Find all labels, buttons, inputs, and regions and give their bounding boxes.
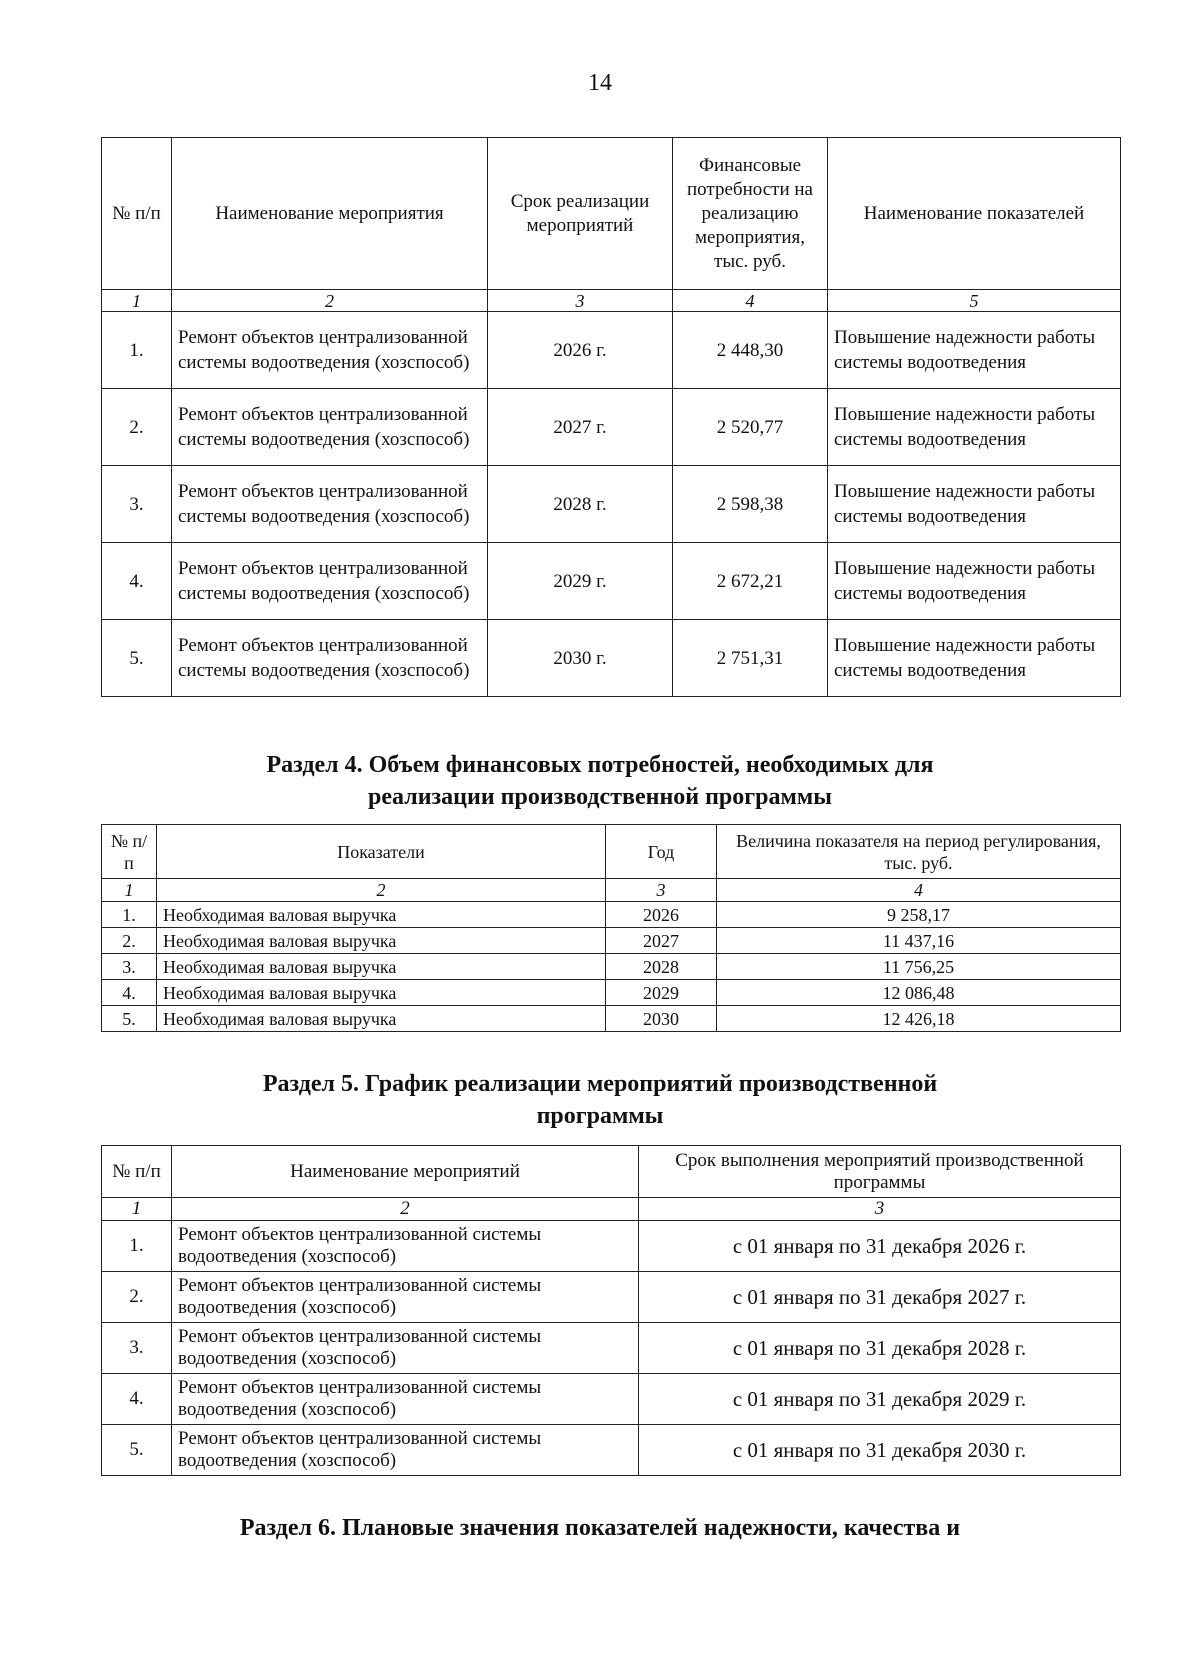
page-number: 14 [588,70,612,96]
row-num: 5. [102,620,172,697]
section-6-title-line1: Раздел 6. Плановые значения показателей надежности, качества и [239,1515,961,1541]
col-number: 1 [102,1198,172,1221]
measure-term: 2026 г. [488,312,673,389]
measure-indicator: Повышение надежности работы системы водоотведения [828,543,1121,620]
row-num: 4. [102,1374,172,1425]
col-number: 3 [488,290,673,312]
header-financial-needs: Финансовые потребности на реализацию мероприятия, тыс. руб. [673,138,828,290]
measure-period: с 01 января по 31 декабря 2026 г. [639,1221,1121,1272]
measure-name: Ремонт объектов централизованной системы водоотведения (хозспособ) [172,1425,639,1476]
header-term: Срок реализации мероприятий [488,138,673,290]
table-row [102,543,1121,620]
row-num: 2. [102,389,172,466]
row-num: 1. [102,312,172,389]
table-row [102,466,1121,543]
indicator-value: 12 086,48 [717,980,1121,1006]
indicator-name: Необходимая валовая выручка [157,954,606,980]
measure-name: Ремонт объектов централизованной системы водоотведения (хозспособ) [172,1272,639,1323]
measure-term: 2028 г. [488,466,673,543]
row-num: 3. [102,466,172,543]
header-value: Величина показателя на период регулирования, тыс. руб. [717,825,1121,879]
header-measure-name: Наименование мероприятия [172,138,488,290]
indicator-name: Необходимая валовая выручка [157,980,606,1006]
table-row [102,980,1121,1006]
indicator-year: 2029 [606,980,717,1006]
header-indicators: Показатели [157,825,606,879]
measure-name: Ремонт объектов централизованной системы водоотведения (хозспособ) [172,543,488,620]
row-num: 3. [102,954,157,980]
measure-period: с 01 января по 31 декабря 2028 г. [639,1323,1121,1374]
section-4-title-line1: Раздел 4. Объем финансовых потребностей, необходимых для [266,752,934,778]
measure-indicator: Повышение надежности работы системы водоотведения [828,466,1121,543]
table-row [102,1425,1121,1476]
table-row [102,312,1121,389]
measure-name: Ремонт объектов централизованной системы водоотведения (хозспособ) [172,1323,639,1374]
table-row [102,389,1121,466]
section-5-heading [0,1068,1200,1132]
header-indicators: Наименование показателей [828,138,1121,290]
measure-name: Ремонт объектов централизованной системы водоотведения (хозспособ) [172,389,488,466]
measure-indicator: Повышение надежности работы системы водоотведения [828,389,1121,466]
col-number: 2 [172,290,488,312]
measure-period: с 01 января по 31 декабря 2030 г. [639,1425,1121,1476]
row-num: 5. [102,1006,157,1032]
header-year: Год [606,825,717,879]
table-row [102,1221,1121,1272]
measure-name: Ремонт объектов централизованной системы водоотведения (хозспособ) [172,620,488,697]
table-row [102,1374,1121,1425]
indicator-year: 2026 [606,902,717,928]
measure-indicator: Повышение надежности работы системы водоотведения [828,620,1121,697]
col-number: 2 [157,879,606,902]
table-row [102,902,1121,928]
measure-cost: 2 672,21 [673,543,828,620]
row-num: 4. [102,543,172,620]
indicator-year: 2027 [606,928,717,954]
header-period: Срок выполнения мероприятий производственной программы [639,1146,1121,1198]
col-number: 2 [172,1198,639,1221]
measure-cost: 2 448,30 [673,312,828,389]
row-num: 4. [102,980,157,1006]
measure-period: с 01 января по 31 декабря 2027 г. [639,1272,1121,1323]
col-number: 5 [828,290,1121,312]
measure-name: Ремонт объектов централизованной системы водоотведения (хозспособ) [172,1221,639,1272]
table-row [102,1006,1121,1032]
indicator-value: 11 437,16 [717,928,1121,954]
row-num: 3. [102,1323,172,1374]
measure-term: 2027 г. [488,389,673,466]
row-num: 1. [102,902,157,928]
table-row [102,620,1121,697]
section-4-heading [0,749,1200,813]
measure-term: 2029 г. [488,543,673,620]
table-row [102,954,1121,980]
col-number: 3 [606,879,717,902]
header-num: № п/п [102,138,172,290]
table-row [102,1272,1121,1323]
indicator-value: 11 756,25 [717,954,1121,980]
measure-indicator: Повышение надежности работы системы водоотведения [828,312,1121,389]
table-row [102,1323,1121,1374]
section-4-title-line2: реализации производственной программы [368,784,832,810]
indicator-name: Необходимая валовая выручка [157,902,606,928]
section-5-title-line2: программы [536,1103,664,1129]
measures-table [101,137,1121,697]
col-number: 1 [102,879,157,902]
row-num: 5. [102,1425,172,1476]
header-num: № п/п [102,825,157,879]
section-6-heading [0,1512,1200,1544]
indicator-year: 2028 [606,954,717,980]
measure-cost: 2 520,77 [673,389,828,466]
col-number: 1 [102,290,172,312]
measure-cost: 2 598,38 [673,466,828,543]
row-num: 2. [102,928,157,954]
indicator-year: 2030 [606,1006,717,1032]
measure-name: Ремонт объектов централизованной системы водоотведения (хозспособ) [172,466,488,543]
measure-name: Ремонт объектов централизованной системы водоотведения (хозспособ) [172,1374,639,1425]
row-num: 1. [102,1221,172,1272]
header-measures: Наименование мероприятий [172,1146,639,1198]
measure-cost: 2 751,31 [673,620,828,697]
col-number: 4 [673,290,828,312]
indicator-value: 9 258,17 [717,902,1121,928]
schedule-table [101,1145,1121,1476]
measure-period: с 01 января по 31 декабря 2029 г. [639,1374,1121,1425]
measure-name: Ремонт объектов централизованной системы водоотведения (хозспособ) [172,312,488,389]
financial-needs-table [101,824,1121,1032]
indicator-name: Необходимая валовая выручка [157,1006,606,1032]
indicator-name: Необходимая валовая выручка [157,928,606,954]
indicator-value: 12 426,18 [717,1006,1121,1032]
col-number: 4 [717,879,1121,902]
section-5-title-line1: Раздел 5. График реализации мероприятий производственной [262,1071,938,1097]
measure-term: 2030 г. [488,620,673,697]
table-row [102,928,1121,954]
col-number: 3 [639,1198,1121,1221]
row-num: 2. [102,1272,172,1323]
header-num: № п/п [102,1146,172,1198]
